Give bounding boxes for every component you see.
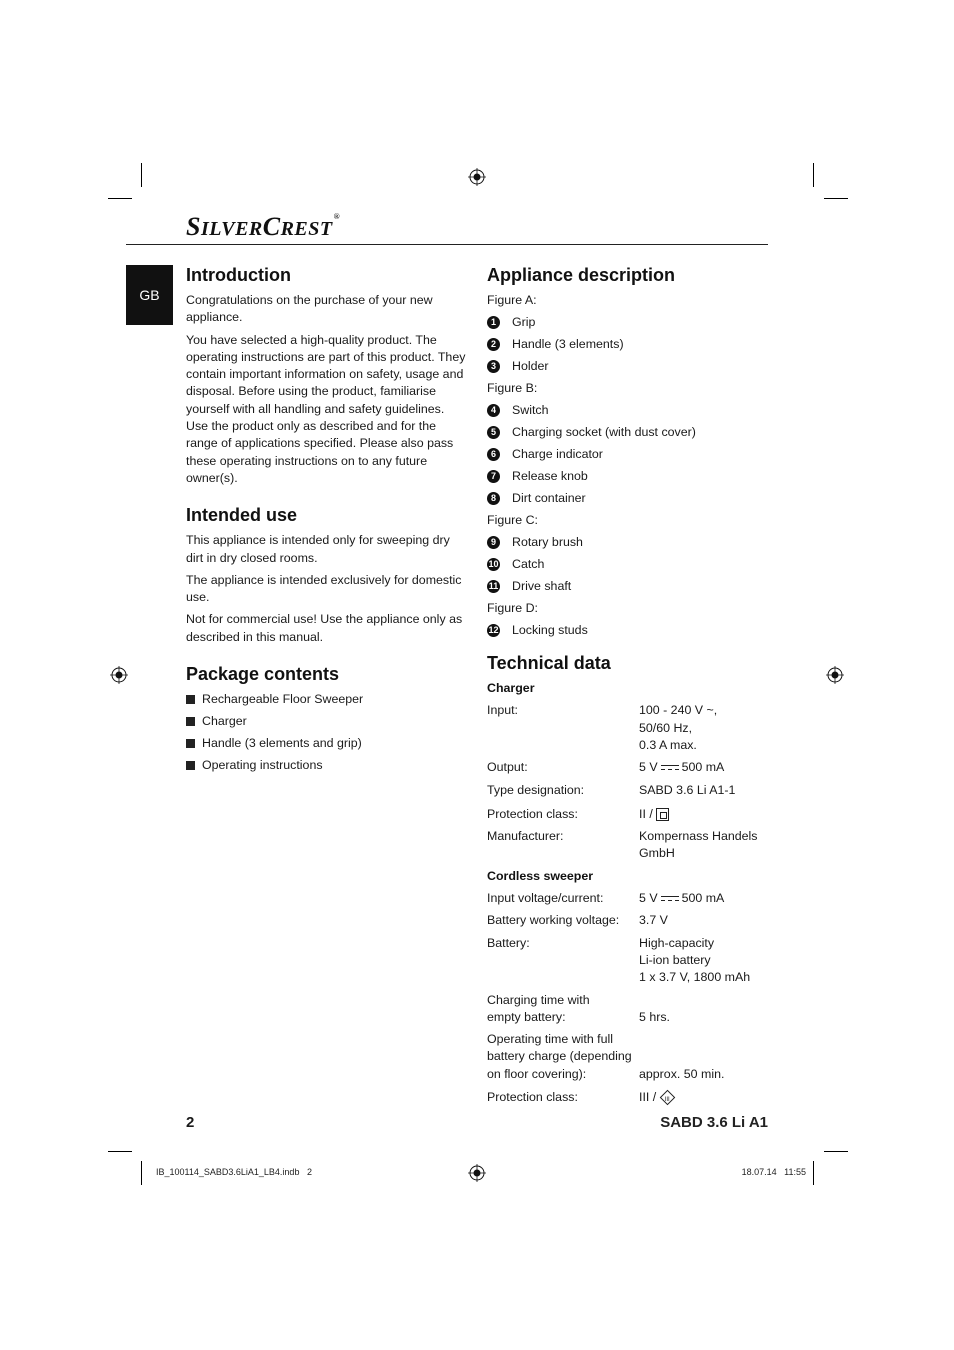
number-badge-icon: 5	[487, 426, 500, 439]
list-item: Charger	[186, 713, 468, 730]
brand-logo: SILVERCREST®	[186, 212, 341, 241]
crop-mark	[108, 1151, 132, 1152]
intended-use-heading: Intended use	[186, 505, 298, 526]
registration-mark-icon	[826, 666, 844, 684]
parts-list	[487, 622, 772, 639]
table-row: Protection class: III / III	[487, 1089, 772, 1106]
appliance-description-heading: Appliance description	[487, 265, 676, 285]
registration-mark-icon	[468, 1164, 486, 1182]
list-item: 9 Rotary brush	[487, 534, 772, 551]
parts-list	[487, 534, 772, 595]
charger-subheading: Charger	[487, 681, 535, 696]
list-item: 4 Switch	[487, 402, 772, 419]
number-badge-icon: 1	[487, 316, 500, 329]
page-number: 2	[186, 1114, 195, 1131]
number-badge-icon: 8	[487, 492, 500, 505]
introduction-heading: Introduction	[186, 265, 291, 285]
table-row: Battery working voltage: 3.7 V	[487, 913, 668, 928]
crop-mark	[141, 163, 142, 187]
sweeper-subheading: Cordless sweeper	[487, 868, 594, 883]
bullet-square-icon	[186, 695, 195, 704]
table-row: Input voltage/current: 5 V 500 mA	[487, 891, 725, 906]
crop-mark	[824, 1151, 848, 1152]
direct-current-icon	[661, 895, 679, 903]
number-badge-icon: 10	[488, 558, 499, 569]
table-row: Charging time with empty battery: 5 hrs.	[487, 992, 670, 1024]
registration-mark-icon	[110, 666, 128, 684]
registration-mark-icon	[468, 168, 486, 186]
table-row: Input: 100 - 240 V ~, 50/60 Hz, 0.3 A max.	[487, 703, 718, 752]
crop-mark	[813, 163, 814, 187]
table-row: Manufacturer: Kompernass Handels GmbH	[487, 829, 758, 861]
intended-use-paragraph: The appliance is intended exclusively for domestic use.	[186, 572, 462, 605]
number-badge-icon: 3	[487, 360, 500, 373]
list-item: 6 Charge indicator	[487, 446, 772, 463]
language-tab: GB	[126, 265, 173, 325]
left-column	[186, 264, 468, 779]
number-badge-icon: 7	[487, 470, 500, 483]
table-row: Protection class: II /	[487, 806, 772, 823]
number-badge-icon: 12	[488, 624, 499, 635]
crop-mark	[141, 1161, 142, 1185]
crop-mark	[108, 198, 132, 199]
figure-label: Figure D:	[487, 600, 538, 615]
technical-data-heading: Technical data	[487, 653, 611, 674]
list-item: 3 Holder	[487, 358, 772, 375]
number-badge-icon: 9	[487, 536, 500, 549]
list-item: Operating instructions	[186, 757, 468, 774]
model-name: SABD 3.6 Li A1	[660, 1114, 768, 1131]
list-item: 12 Locking studs	[488, 622, 588, 637]
protection-class-ii-icon	[656, 808, 669, 821]
list-item: 1 Grip	[487, 314, 772, 331]
number-badge-icon: 6	[487, 448, 500, 461]
introduction-section	[186, 264, 468, 487]
crop-mark	[824, 198, 848, 199]
bullet-square-icon	[186, 739, 195, 748]
list-item: 8 Dirt container	[487, 490, 772, 507]
technical-data-section	[487, 652, 772, 1106]
parts-list	[487, 314, 772, 375]
crop-mark	[813, 1161, 814, 1185]
protection-class-iii-icon: III	[660, 1090, 675, 1105]
date-slug: 18.07.14 11:55	[741, 1167, 806, 1177]
package-contents-section	[186, 663, 468, 774]
list-item: Rechargeable Floor Sweeper	[186, 691, 468, 708]
package-contents-list	[186, 691, 468, 774]
table-row: Operating time with full battery charge (depending on floor covering): approx. 50 min.	[487, 1032, 725, 1081]
intended-use-section	[186, 504, 468, 646]
list-item: 2 Handle (3 elements)	[487, 336, 772, 353]
table-row: Type designation: SABD 3.6 Li A1-1	[487, 782, 736, 797]
list-item: 5 Charging socket (with dust cover)	[487, 424, 772, 441]
intended-use-paragraph: Not for commercial use! Use the appliance only as described in this manual.	[186, 612, 463, 644]
number-badge-icon: 4	[487, 404, 500, 417]
list-item: 10 Catch	[488, 556, 545, 571]
file-slug: IB_100114_SABD3.6LiA1_LB4.indb 2	[156, 1167, 312, 1177]
table-row: Output: 5 V 500 mA	[487, 760, 725, 775]
figure-label: Figure C:	[487, 512, 538, 527]
list-item: 11 Drive shaft	[488, 578, 572, 593]
number-badge-icon: 11	[488, 580, 499, 591]
right-column	[487, 264, 772, 1111]
introduction-paragraph: Congratulations on the purchase of your new appliance.	[186, 293, 433, 325]
package-contents-heading: Package contents	[186, 664, 340, 685]
bullet-square-icon	[186, 717, 195, 726]
appliance-description-section	[487, 264, 772, 639]
header-rule	[126, 244, 768, 245]
intended-use-paragraph: This appliance is intended only for sweeping dry dirt in dry closed rooms.	[186, 533, 450, 565]
table-row: Battery: High-capacity Li-ion battery 1 x 3.7 V, 1800 mAh	[487, 935, 751, 985]
figure-label: Figure B:	[487, 380, 538, 395]
introduction-paragraph: You have selected a high-quality product. The operating instructions are part of this product. They contain important information on safety, usage and disposal. Before using the product, familiarise yourself with all handling and safety guidelines. Use the product only as described and for the range of applications specified. Please also pass these operating instructions on to any future owner(s).	[186, 332, 466, 485]
parts-list	[487, 402, 772, 507]
bullet-square-icon	[186, 761, 195, 770]
number-badge-icon: 2	[487, 338, 500, 351]
list-item: Handle (3 elements and grip)	[186, 735, 468, 752]
direct-current-icon	[661, 764, 679, 772]
figure-label: Figure A:	[487, 293, 537, 307]
list-item: 7 Release knob	[487, 468, 772, 485]
